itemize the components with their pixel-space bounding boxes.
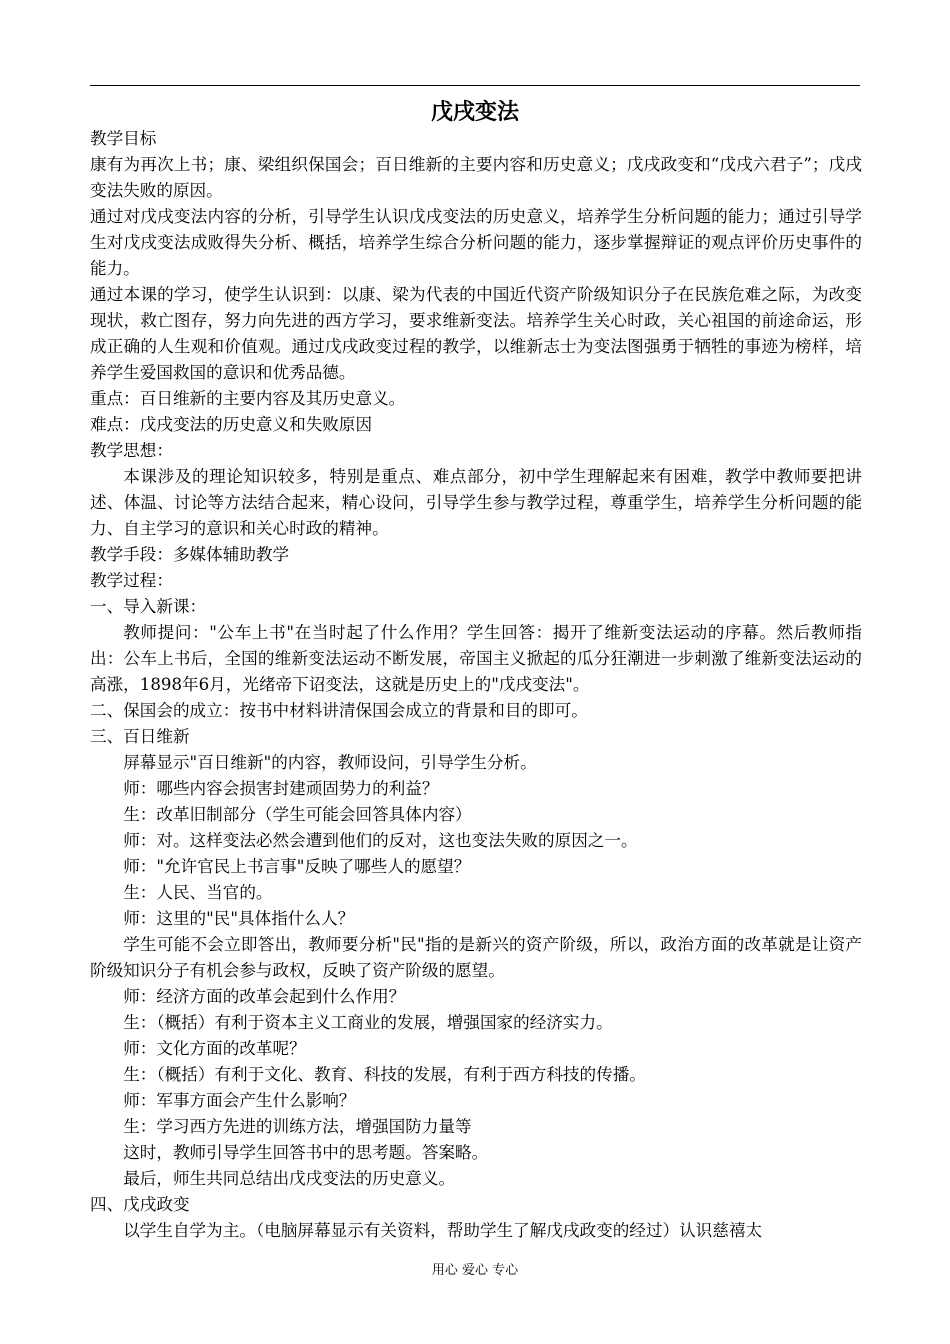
body-paragraph: 师：哪些内容会损害封建顽固势力的利益？ xyxy=(123,779,439,798)
body-paragraph: 学生可能不会立即答出，教师要分析"民"指的是新兴的资产阶级，所以，政治方面的改革就是让资产阶级知识分子有机会参与政权，反映了资产阶级的愿望。 xyxy=(90,935,862,980)
body-paragraph: 难点：戊戌变法的历史意义和失败原因 xyxy=(90,415,373,434)
body-paragraph: 三、百日维新 xyxy=(90,727,190,746)
body-paragraph: 二、保国会的成立：按书中材料讲清保国会成立的背景和目的即可。 xyxy=(90,701,588,720)
body-paragraph: 本课涉及的理论知识较多，特别是重点、难点部分，初中学生理解起来有困难，教学中教师要把讲述、体温、讨论等方法结合起来，精心设问，引导学生参与教学过程，尊重学生，培养学生分析问题的能力、自主学习的意识和关心时政的精神。 xyxy=(90,467,862,538)
body-paragraph: 教学思想： xyxy=(90,441,173,460)
header-rule xyxy=(90,85,860,86)
body-paragraph: 师：这里的"民"具体指什么人？ xyxy=(123,909,355,928)
body-paragraph: 通过本课的学习，使学生认识到：以康、梁为代表的中国近代资产阶级知识分子在民族危难之际，为改变现状，救亡图存，努力向先进的西方学习，要求维新变法。培养学生关心时政，关心祖国的前途命运，形成正确的人生观和价值观。通过戊戌政变过程的教学，以维新志士为变法图强勇于牺牲的事迹为榜样，培养学生爱国救国的意识和优秀品德。 xyxy=(90,285,862,382)
body-paragraph: 通过对戊戌变法内容的分析，引导学生认识戊戌变法的历史意义，培养学生分析问题的能力；通过引导学生对戊戌变法成败得失分析、概括，培养学生综合分析问题的能力，逐步掌握辩证的观点评价历史事件的能力。 xyxy=(90,207,862,278)
document-body xyxy=(90,126,862,1244)
body-paragraph: 以学生自学为主。（电脑屏幕显示有关资料，帮助学生了解戊戌政变的经过）认识慈禧太 xyxy=(123,1221,763,1240)
body-paragraph: 四、戊戌政变 xyxy=(90,1195,190,1214)
body-paragraph: 一、导入新课： xyxy=(90,597,207,616)
body-paragraph: 师："允许官民上书言事"反映了哪些人的愿望？ xyxy=(123,857,471,876)
body-paragraph: 重点：百日维新的主要内容及其历史意义。 xyxy=(90,389,406,408)
body-paragraph: 教师提问："公车上书"在当时起了什么作用？学生回答：揭开了维新变法运动的序幕。然后教师指出：公车上书后，全国的维新变法运动不断发展，帝国主义掀起的瓜分狂潮进一步刺激了维新变法运动的高涨，1898年6月，光绪帝下诏变法，这就是历史上的"戊戌变法"。 xyxy=(90,623,862,694)
body-paragraph: 师：对。这样变法必然会遭到他们的反对，这也变法失败的原因之一。 xyxy=(123,831,638,850)
page-footer: 用心 爱心 专心 xyxy=(431,1263,519,1278)
body-paragraph: 教学过程： xyxy=(90,571,173,590)
body-paragraph: 师：经济方面的改革会起到什么作用？ xyxy=(123,987,406,1006)
body-paragraph: 生：改革旧制部分（学生可能会回答具体内容） xyxy=(123,805,472,824)
body-paragraph: 最后，师生共同总结出戊戌变法的历史意义。 xyxy=(123,1169,456,1188)
body-paragraph: 生：（概括）有利于文化、教育、科技的发展，有利于西方科技的传播。 xyxy=(123,1065,646,1084)
body-paragraph: 这时，教师引导学生回答书中的思考题。答案略。 xyxy=(123,1143,489,1162)
body-paragraph: 生：人民、当官的。 xyxy=(123,883,273,902)
body-paragraph: 教学目标 xyxy=(90,129,157,148)
body-paragraph: 生：学习西方先进的训练方法，增强国防力量等 xyxy=(123,1117,472,1136)
body-paragraph: 教学手段：多媒体辅助教学 xyxy=(90,545,290,564)
document-title: 戊戌变法 xyxy=(430,100,519,125)
body-paragraph: 师：文化方面的改革呢？ xyxy=(123,1039,306,1058)
body-paragraph: 屏幕显示"百日维新"的内容，教师设问，引导学生分析。 xyxy=(123,753,537,772)
body-paragraph: 师：军事方面会产生什么影响？ xyxy=(123,1091,356,1110)
body-paragraph: 生：（概括）有利于资本主义工商业的发展，增强国家的经济实力。 xyxy=(123,1013,613,1032)
body-paragraph: 康有为再次上书；康、梁组织保国会；百日维新的主要内容和历史意义；戊戌政变和“戊戌六君子”；戊戌变法失败的原因。 xyxy=(90,155,862,200)
